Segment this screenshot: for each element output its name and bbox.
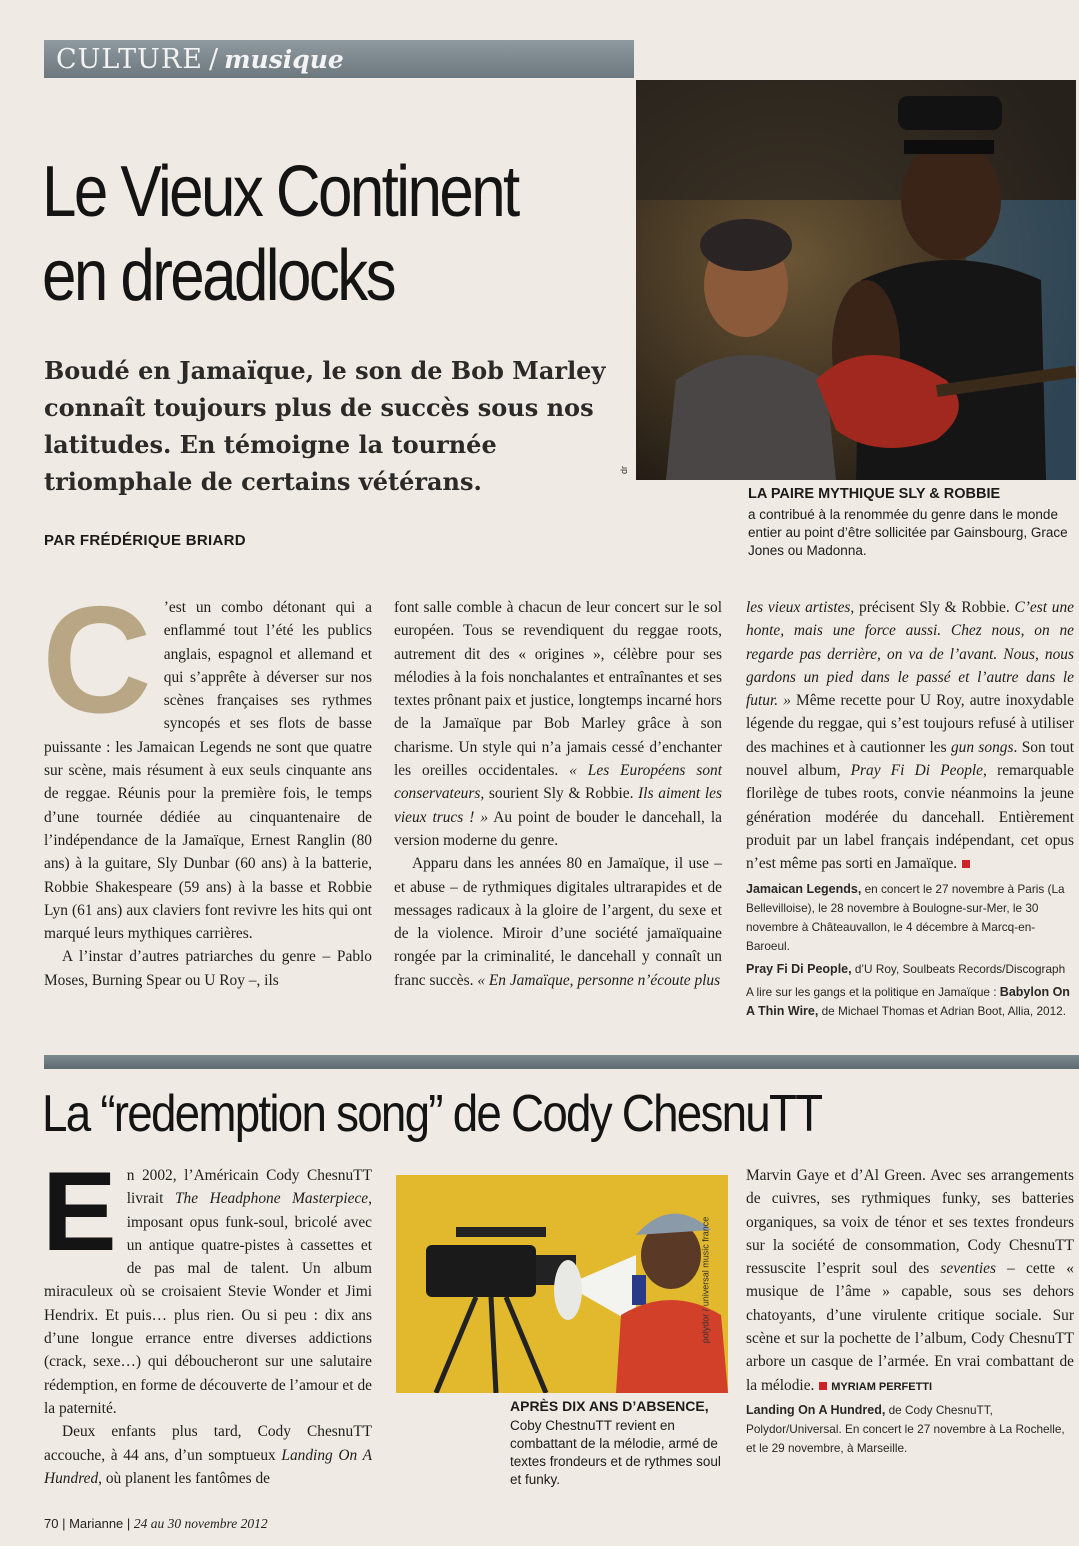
article2-column-3 — [746, 1164, 1074, 1458]
info-title: Pray Fi Di People, — [746, 961, 852, 976]
col3-text: Même recette pour U Roy, autre inoxydable légende du reggae, qui s’est toujours refusé à utiliser des machines et à cautionner les — [746, 692, 1074, 756]
album-title: The Headphone Masterpiece — [174, 1190, 369, 1208]
col-text: n 2002, l’Américain Cody ChesnuTT livrait — [126, 1167, 372, 1208]
article-title — [42, 150, 549, 318]
photo-caption-text: a contribué à la renommée du genre dans le monde entier au point d’être sollicitée par Gainsbourg, Grace Jones ou Madonna. — [748, 507, 1068, 558]
info-text: d’U Roy, Soulbeats Records/Discograph — [851, 961, 1066, 976]
cody-chesnutt-photo — [396, 1175, 728, 1393]
col2-text: Au point de bouder le dancehall, la version moderne du genre. — [394, 808, 722, 849]
col3-quote: les vieux artistes, — [746, 599, 855, 616]
end-mark — [819, 1382, 827, 1390]
col3-text: . Son tout nouvel album, — [746, 738, 1075, 780]
article2-column-1 — [42, 1149, 372, 1490]
col-text: Marvin Gaye et d’Al Green. Avec ses arrangements de cuivres, ses rythmiques funky, ses batteries organiques, sa voix de ténor et ses textes frondeurs sur la société de consommation, Cody ChesnuTT ressuscite l’esprit soul des — [746, 1167, 1074, 1278]
magazine-name: Marianne — [69, 1516, 124, 1531]
info-box-2 — [746, 1401, 1074, 1458]
col-text: , imposant opus funk-soul, bricolé avec un antique quatre-pistes à cassettes et de pas mal de talent. Un album miraculeux où se croisaient Stevie Wonder et Jimi Hendrix. Et puis… plus rien. Ou si peu : dix ans d’une longue errance entre diverses addictions (crack, sexe…) qui déboucheront sur une salutaire rédemption, en forme de découverte de l’amour et de la paternité. — [44, 1190, 372, 1417]
photo2-credit: polydor / universal music france — [700, 1216, 711, 1344]
col2-text: Apparu dans les années 80 en Jamaïque, il use – et abuse – de rythmiques digitales ultrarapides et de messages radicaux à la gloire de l’argent, du sexe et de la violence. Miroir d’une société jamaïquaine rongée par la criminalité, le dancehall y connaît un franc succès. — [394, 855, 722, 989]
col3-italic: gun songs — [950, 738, 1014, 756]
sly-robbie-photo — [636, 80, 1076, 480]
col1-paragraph-1: ’est un combo détonant qui a enflammé tout l’été les publics anglais, espagnol et allemand et qui s’apprête à déverser sur nos scènes françaises ses rythmes syncopés et ses flots de basse puissante : les Jamaican Legends ne sont que quatre sur scène, mais résument à eux seuls cinquante ans de reggae. Réunis pour la première fois, le temps d’une tournée dédiée au cinquantenaire de l’indépendance de la Jamaïque, Ernest Ranglin (80 ans) à la guitare, Sly Dunbar (60 ans) à la batterie, Robbie Shakespeare (59 ans) à la basse et Robbie Lyn (61 ans) aux claviers font revivre les hits qui ont marqué leurs mythiques carrières. — [44, 599, 372, 943]
page-number: 70 — [44, 1516, 59, 1531]
article2-title: La “redemption song” de Cody ChesnuTT — [42, 1085, 822, 1143]
info-text: en concert le 27 novembre à Paris (La Bellevilloise), le 28 novembre à Boulogne-sur-Mer, le 30 novembre à Châteauvallon, le 4 décembre à Marcq-en-Baroeul. — [746, 881, 1065, 953]
info-text: de Michael Thomas et Adrian Boot, Allia, 2012. — [818, 1003, 1067, 1018]
info-title: Jamaican Legends, — [746, 881, 862, 896]
title-line-1: Le Vieux Continent — [42, 152, 518, 232]
article1-column-1 — [42, 575, 372, 992]
section-subcategory: musique — [224, 44, 344, 74]
col2-quote: « Les Européens sont conservateurs, — [394, 762, 722, 803]
article1-column-2 — [394, 596, 722, 992]
col-text: – cette « musique de l’âme » capable, sous ses dehors chatoyants, d’une virulente critique sociale. Sur scène et sur la pochette de l’album, Cody ChesnuTT arbore un casque de l’armée. En vrai combattant de la mélodie. — [746, 1260, 1074, 1394]
byline: PAR FRÉDÉRIQUE BRIARD — [44, 532, 246, 549]
col3-italic: Pray Fi Di People — [850, 762, 984, 780]
col1-paragraph-2: A l’instar d’autres patriarches du genre – Pablo Moses, Burning Spear ou U Roy –, ils — [44, 948, 372, 989]
dropcap-c: C — [42, 575, 152, 745]
col-text: Deux enfants plus tard, Cody ChesnuTT accouche, à 44 ans, d’un somptueux — [44, 1423, 372, 1464]
section-header — [44, 40, 634, 78]
col3-quote: C’est une honte, mais une force aussi. Chez nous, on ne regarde pas derrière, on va de l’avant. Nous, nous gardons un pied dans le passé et l’autre dans le futur. » — [746, 599, 1074, 710]
dropcap-e: E — [42, 1149, 117, 1274]
info-text: de Cody ChesnuTT, Polydor/Universal. En concert le 27 novembre à La Rochelle, et le 29 novembre, à Marseille. — [746, 1402, 1065, 1455]
article1-column-3 — [746, 596, 1074, 1021]
col3-text: précisent Sly & Robbie. — [854, 599, 1015, 616]
photo2-caption-text: Coby ChestnuTT revient en combattant de la mélodie, armé de textes frondeurs et de rythmes soul et funky. — [510, 1418, 721, 1487]
photo-credit: dr — [619, 465, 630, 475]
col2-text: sourient Sly & Robbie. — [484, 785, 639, 803]
section-category: CULTURE — [56, 43, 203, 75]
info-box — [746, 880, 1074, 1021]
info-text: A lire sur les gangs et la politique en Jamaïque : — [746, 984, 1000, 999]
author: MYRIAM PERFETTI — [831, 1380, 933, 1393]
photo2-caption-title: APRÈS DIX ANS D’ABSENCE, — [510, 1398, 709, 1414]
col3-text: , remarquable florilège de tubes roots, convie néanmoins la jeune génération modérée du dancehall. Entièrement produit par un label français indépendant, cet opus n’est même pas sorti en Jamaïque. — [746, 762, 1074, 873]
col2-quote: « En Jamaïque, personne n’écoute plus — [477, 971, 721, 989]
issue-date: 24 au 30 novembre 2012 — [133, 1516, 268, 1531]
album-title: Landing On A Hundred — [44, 1446, 372, 1487]
section-divider — [44, 1055, 1079, 1069]
title-line-2: en dreadlocks — [42, 236, 394, 316]
end-mark — [962, 860, 970, 868]
col2-text: font salle comble à chacun de leur concert sur le sol européen. Tous se revendiquent du reggae roots, autrement dit des « origines », célèbre pour ses mélodies à la fois nonchalantes et entraînantes et ses textes prônant paix et justice, longtemps incarné hors de la Jamaïque par Bob Marley grâce à son charisme. Un style qui n’a jamais cessé d’enchanter les oreilles occidentales. — [394, 599, 722, 780]
col-text: , où planent les fantômes de — [98, 1469, 270, 1487]
info-title: Babylon On A Thin Wire, — [746, 984, 1070, 1018]
page-footer: 70 | Marianne | 24 au 30 novembre 2012 — [44, 1516, 268, 1531]
info-title: Landing On A Hundred, — [746, 1402, 886, 1417]
section-separator: / — [208, 43, 219, 75]
photo-caption-title: LA PAIRE MYTHIQUE SLY & ROBBIE — [748, 486, 1001, 502]
col-italic: seventies — [940, 1260, 996, 1278]
col2-quote: Ils aiment les vieux trucs ! » — [394, 785, 722, 826]
article-dek: Boudé en Jamaïque, le son de Bob Marley connaît toujours plus de succès sous nos latitudes. En témoigne la tournée triomphale de certains vétérans. — [44, 356, 606, 496]
